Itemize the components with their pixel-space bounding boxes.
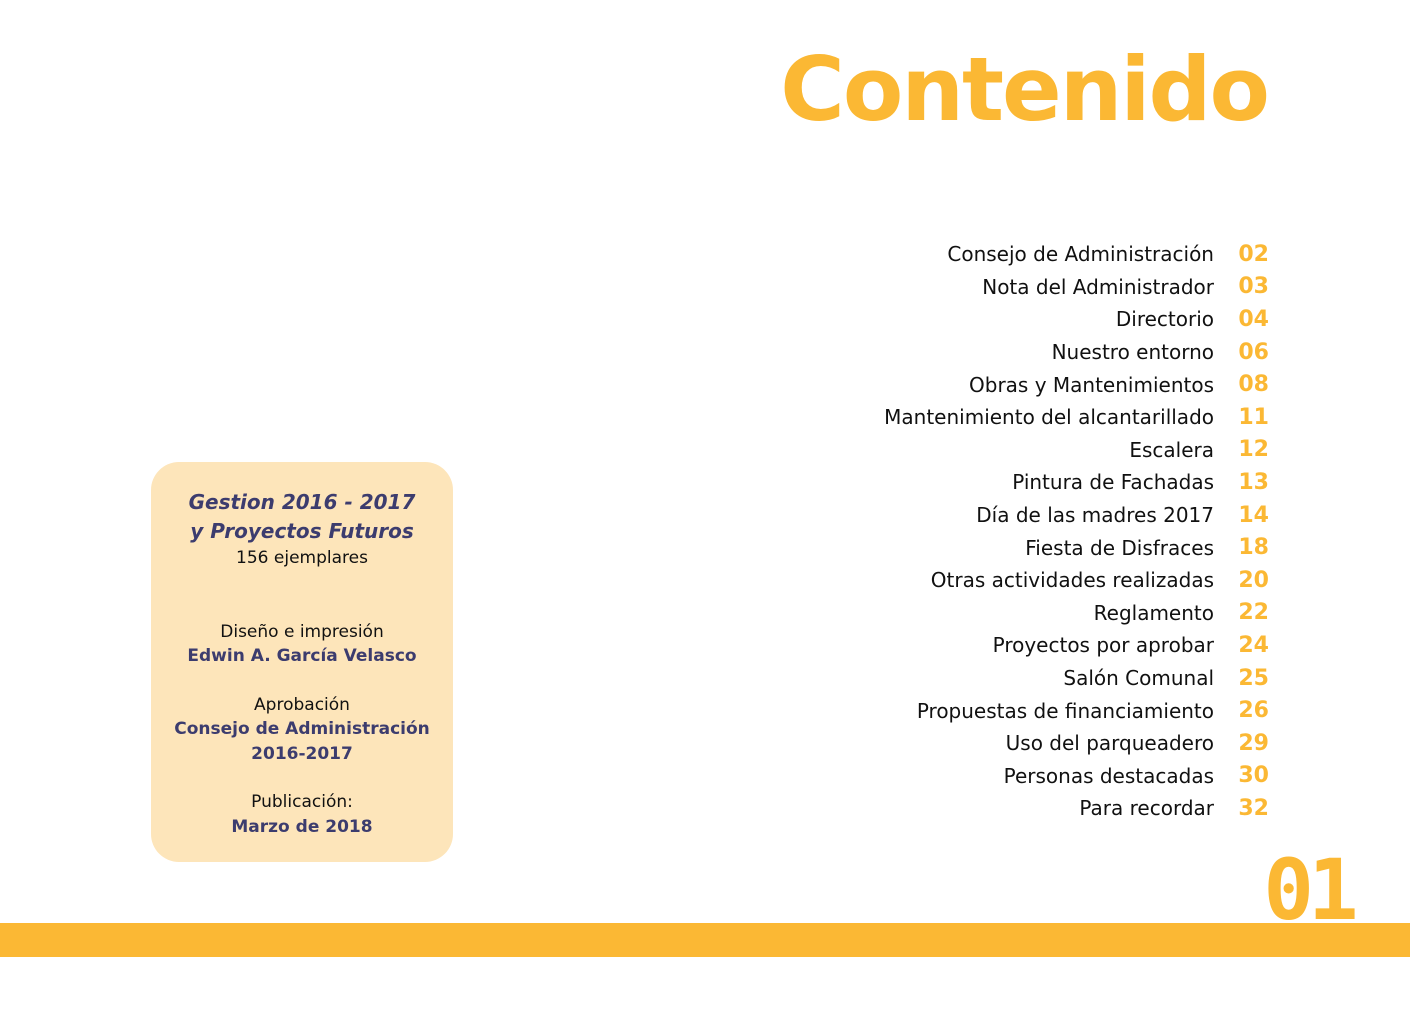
- toc-item-page: 06: [1238, 339, 1269, 365]
- approval-label: Aprobación: [254, 694, 350, 715]
- toc-item-page: 30: [1238, 763, 1269, 789]
- toc-item-label: Proyectos por aprobar: [992, 633, 1214, 658]
- toc-item-label: Pintura de Fachadas: [1012, 470, 1214, 495]
- page-title: Contenido: [780, 38, 1268, 141]
- toc-item-page: 32: [1238, 795, 1269, 821]
- toc-item-label: Para recordar: [1079, 796, 1214, 821]
- toc-item[interactable]: [669, 238, 1269, 271]
- toc-item[interactable]: [669, 629, 1269, 662]
- toc-item-page: 04: [1238, 306, 1269, 332]
- toc-item-label: Nuestro entorno: [1051, 340, 1214, 365]
- toc-item[interactable]: [669, 271, 1269, 304]
- toc-item[interactable]: [669, 564, 1269, 597]
- toc-item-label: Obras y Mantenimientos: [969, 372, 1214, 397]
- toc-item-page: 12: [1238, 437, 1269, 463]
- toc-item-page: 11: [1238, 404, 1269, 430]
- toc-item-label: Día de las madres 2017: [976, 503, 1214, 528]
- page-number: 01: [1263, 841, 1353, 939]
- footer-bar: [0, 923, 1410, 957]
- design-label: Diseño e impresión: [220, 621, 384, 642]
- toc-item-page: 25: [1238, 665, 1269, 691]
- toc-item-label: Escalera: [1129, 437, 1214, 462]
- toc-item[interactable]: [669, 434, 1269, 467]
- toc-item-label: Propuestas de financiamiento: [916, 698, 1214, 723]
- toc-item[interactable]: [669, 727, 1269, 760]
- toc-item-page: 08: [1238, 372, 1269, 398]
- toc-item[interactable]: [669, 401, 1269, 434]
- toc-item-label: Personas destacadas: [1003, 763, 1214, 788]
- toc-item[interactable]: [669, 466, 1269, 499]
- toc-item[interactable]: [669, 694, 1269, 727]
- toc-item-page: 29: [1238, 730, 1269, 756]
- toc-item-label: Reglamento: [1093, 600, 1214, 625]
- toc-item-label: Nota del Administrador: [982, 274, 1214, 299]
- toc-item-label: Salón Comunal: [1063, 666, 1214, 691]
- info-title: [151, 488, 453, 546]
- toc-item[interactable]: [669, 597, 1269, 630]
- approval-name: Consejo de Administración: [174, 719, 430, 739]
- toc-item-page: 22: [1238, 600, 1269, 626]
- toc-item-page: 18: [1238, 535, 1269, 561]
- toc-item-label: Mantenimiento del alcantarillado: [884, 405, 1214, 430]
- copies-count: 156 ejemplares: [236, 548, 368, 568]
- toc-item[interactable]: [669, 336, 1269, 369]
- toc-item-page: 02: [1238, 241, 1269, 267]
- toc-item[interactable]: [669, 792, 1269, 825]
- toc-item[interactable]: [669, 368, 1269, 401]
- approval-years: 2016-2017: [251, 743, 353, 764]
- toc-item-label: Consejo de Administración: [947, 242, 1214, 267]
- toc-item-label: Uso del parqueadero: [1005, 731, 1214, 756]
- toc-item-page: 03: [1238, 274, 1269, 300]
- toc-item-page: 24: [1238, 632, 1269, 658]
- toc-item-label: Directorio: [1115, 307, 1214, 332]
- info-title-line1: Gestion 2016 - 2017: [188, 490, 416, 514]
- publication-label: Publicación:: [251, 792, 353, 812]
- publication-info-box: [151, 462, 453, 862]
- toc-item[interactable]: [669, 531, 1269, 564]
- toc-item-page: 13: [1238, 469, 1269, 495]
- toc-item-page: 20: [1238, 567, 1269, 593]
- toc-item[interactable]: [669, 303, 1269, 336]
- toc-item[interactable]: [669, 662, 1269, 695]
- toc-item-label: Fiesta de Disfraces: [1025, 535, 1214, 560]
- toc-item-page: 14: [1238, 502, 1269, 528]
- toc-item[interactable]: [669, 760, 1269, 793]
- toc-item-label: Otras actividades realizadas: [930, 568, 1214, 593]
- designer-name: Edwin A. García Velasco: [187, 646, 417, 666]
- toc-item[interactable]: [669, 499, 1269, 532]
- publication-date: Marzo de 2018: [231, 816, 373, 837]
- info-title-line2: y Proyectos Futuros: [190, 519, 414, 543]
- toc-item-page: 26: [1238, 698, 1269, 724]
- table-of-contents: [669, 238, 1269, 825]
